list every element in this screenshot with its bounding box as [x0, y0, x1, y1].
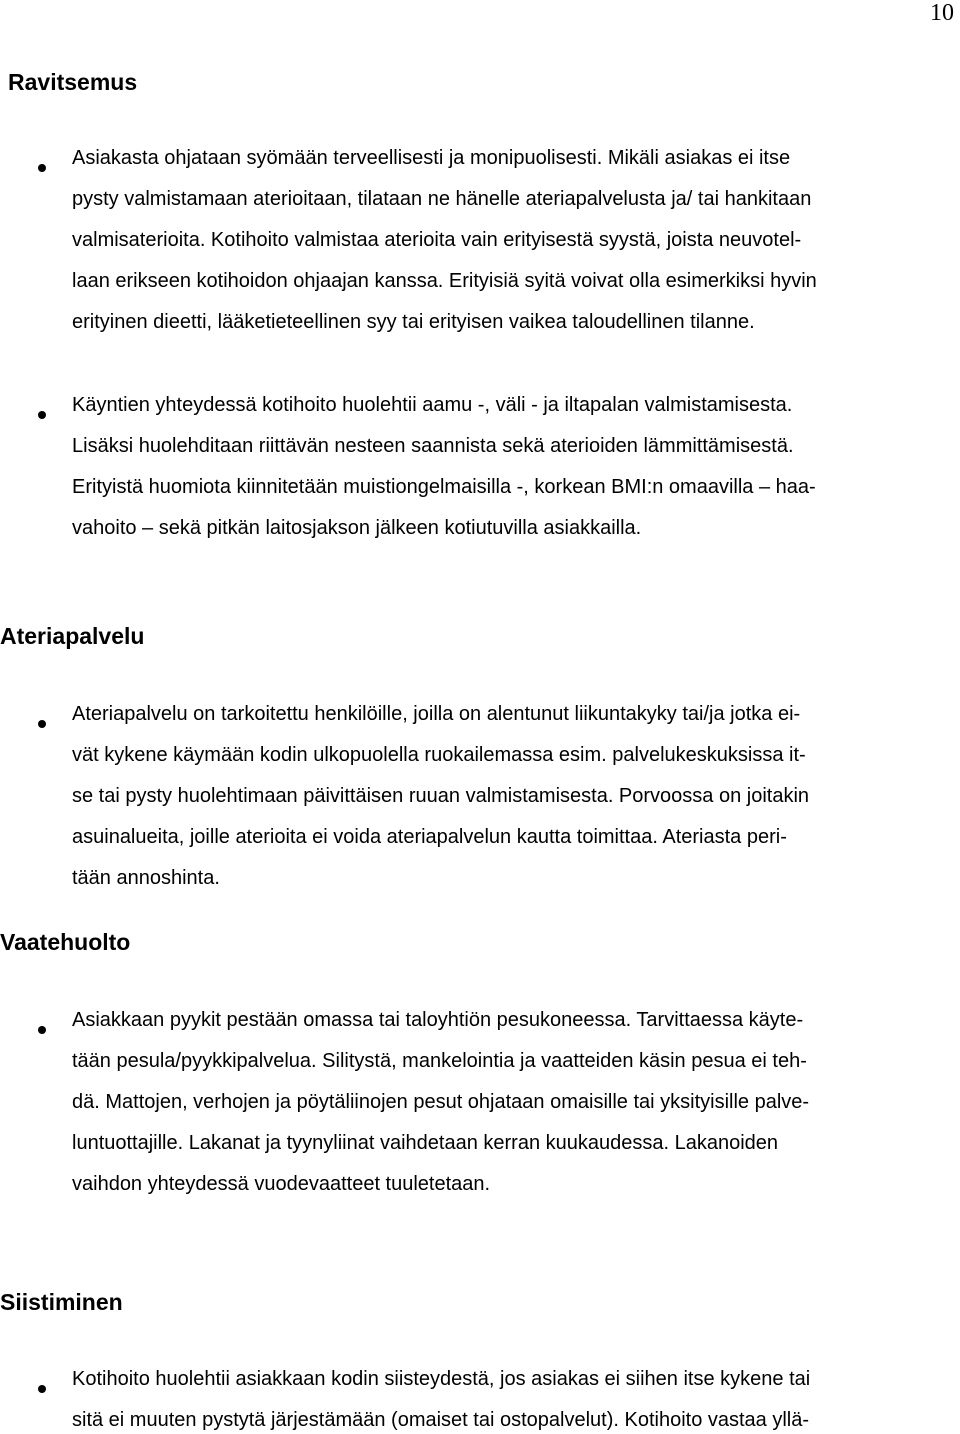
text-line: vahoito – sekä pitkän laitosjakson jälkeen kotiutuvilla asiakkailla. [72, 517, 642, 539]
text-line: sitä ei muuten pystytä järjestämään (omaiset tai ostopalvelut). Kotihoito vastaa yllä- [72, 1409, 810, 1431]
bullet-icon [38, 720, 46, 728]
text-line: asuinalueita, joille aterioita ei voida ateriapalvelun kautta toimittaa. Ateriasta peri- [72, 826, 787, 848]
page-number: 10 [930, 0, 954, 26]
text-line: dä. Mattojen, verhojen ja pöytäliinojen pesut ohjataan omaisille tai yksityisille palve- [72, 1091, 810, 1113]
text-line: Lisäksi huolehditaan riittävän nesteen saannista sekä aterioiden lämmittämisestä. [72, 435, 794, 457]
text-line: Kotihoito huolehtii asiakkaan kodin siisteydestä, jos asiakas ei siihen itse kykene tai [72, 1368, 811, 1390]
text-line: Erityistä huomiota kiinnitetään muistiongelmaisilla -, korkean BMI:n omaavilla – haa- [72, 476, 816, 498]
bullet-icon [38, 164, 46, 172]
text-line: erityinen dieetti, lääketieteellinen syy tai erityisen vaikea taloudellinen tilanne. [72, 311, 755, 333]
text-line: pysty valmistamaan aterioitaan, tilataan ne hänelle ateriapalvelusta ja/ tai hankitaan [72, 188, 812, 210]
text-line: luntuottajille. Lakanat ja tyynyliinat vaihdetaan kerran kuukaudessa. Lakanoiden [72, 1132, 779, 1154]
section-heading-siistiminen: Siistiminen [0, 1289, 123, 1315]
text-line: Käyntien yhteydessä kotihoito huolehtii aamu -, väli - ja iltapalan valmistamisesta. [72, 394, 793, 416]
text-line: tään pesula/pyykkipalvelua. Silitystä, mankelointia ja vaatteiden käsin pesua ei teh- [72, 1050, 807, 1072]
text-line: Asiakasta ohjataan syömään terveellisesti ja monipuolisesti. Mikäli asiakas ei itse [72, 147, 791, 169]
section-heading-ravitsemus: Ravitsemus [8, 69, 138, 95]
text-line: vaihdon yhteydessä vuodevaatteet tuuletetaan. [72, 1173, 491, 1195]
text-line: vät kykene käymään kodin ulkopuolella ruokailemassa esim. palvelukeskuksissa it- [72, 744, 806, 766]
section-heading-ateriapalvelu: Ateriapalvelu [0, 623, 145, 649]
text-line: Asiakkaan pyykit pestään omassa tai taloyhtiön pesukoneessa. Tarvittaessa käyte- [72, 1009, 804, 1031]
text-line: valmisaterioita. Kotihoito valmistaa aterioita vain erityisestä syystä, joista neuvotel- [72, 229, 802, 251]
text-line: laan erikseen kotihoidon ohjaajan kanssa. Erityisiä syitä voivat olla esimerkiksi hyvin [72, 270, 817, 292]
bullet-icon [38, 1385, 46, 1393]
text-line: se tai pysty huolehtimaan päivittäisen ruuan valmistamisesta. Porvoossa on joitakin [72, 785, 810, 807]
bullet-icon [38, 411, 46, 419]
text-line: tään annoshinta. [72, 867, 220, 889]
section-heading-vaatehuolto: Vaatehuolto [0, 929, 131, 955]
bullet-icon [38, 1026, 46, 1034]
text-line: Ateriapalvelu on tarkoitettu henkilöille, joilla on alentunut liikuntakyky tai/ja jotka ei- [72, 703, 801, 725]
